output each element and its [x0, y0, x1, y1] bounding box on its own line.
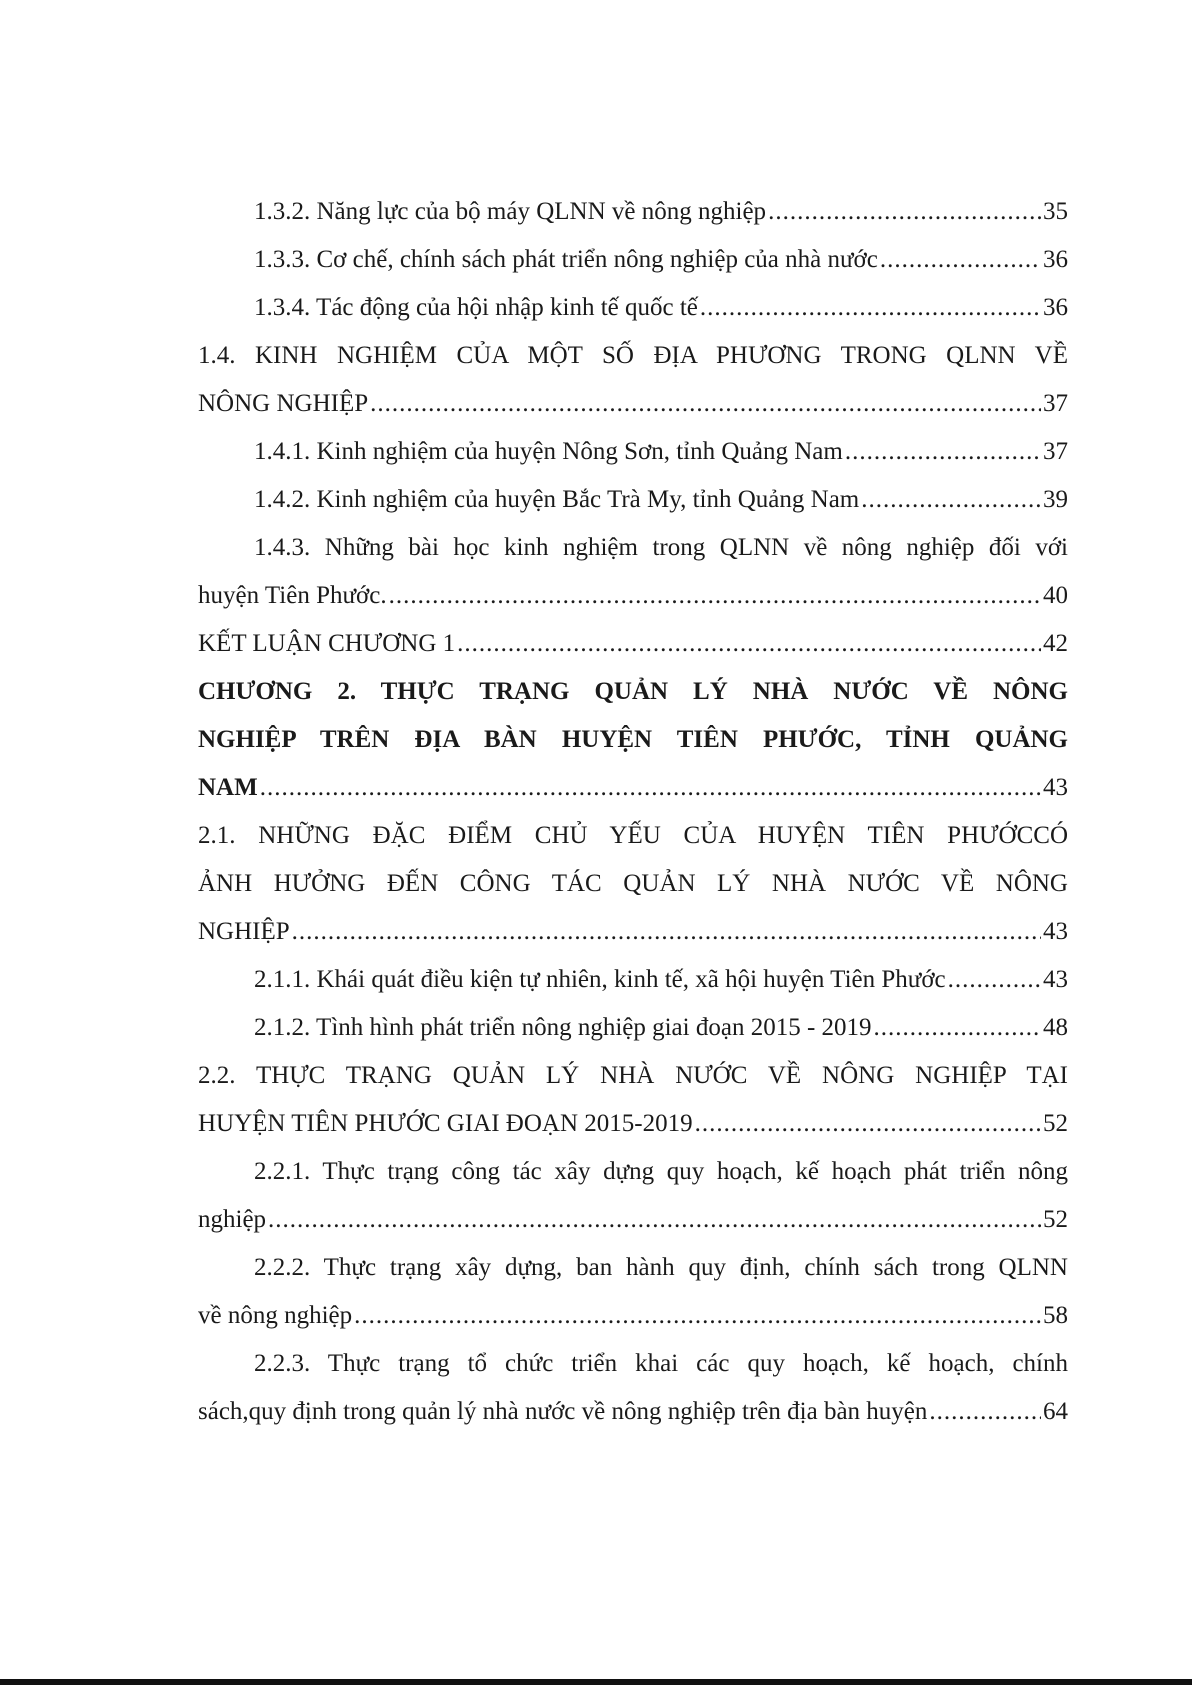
toc-entry-2-1[interactable]	[198, 812, 1068, 956]
toc-entry-title: KẾT LUẬN CHƯƠNG 1	[198, 630, 456, 657]
toc-entry-title-line-2: về nông nghiệp	[198, 1302, 353, 1329]
toc-line	[254, 284, 1068, 332]
toc-entry-title-line-2: NÔNG NGHIỆP	[198, 390, 369, 417]
toc-entry-title-line-2: NGHIỆP TRÊN ĐỊA BÀN HUYỆN TIÊN PHƯỚC, TỈNH QUẢNG	[198, 726, 1068, 753]
toc-entry-chuong-2[interactable]	[198, 668, 1068, 812]
toc-entry-title-line-2: huyện Tiên Phước.	[198, 582, 387, 609]
toc-line	[198, 1388, 1068, 1436]
toc-entry-title: 1.3.2. Năng lực của bộ máy QLNN về nông nghiệp	[254, 198, 767, 225]
toc-entry-1-4-1[interactable]	[198, 428, 1068, 476]
toc-page-number: 37	[1043, 390, 1068, 417]
dot-leader	[292, 908, 1041, 956]
page-bottom-edge	[0, 1679, 1192, 1685]
toc-entry-2-2[interactable]	[198, 1052, 1068, 1148]
dot-leader	[260, 764, 1041, 812]
toc-line	[198, 380, 1068, 428]
toc-entry-title: 1.4.2. Kinh nghiệm của huyện Bắc Trà My, tỉnh Quảng Nam	[254, 486, 860, 513]
toc-entry-title-line-1: 2.2.1. Thực trạng công tác xây dựng quy hoạch, kế hoạch phát triển nông	[254, 1158, 1068, 1185]
toc-line	[198, 1100, 1068, 1148]
toc-entry-title-line-2: HUYỆN TIÊN PHƯỚC GIAI ĐOẠN 2015-2019	[198, 1110, 693, 1137]
dot-leader	[700, 284, 1041, 332]
toc-page-number: 43	[1043, 774, 1068, 801]
toc-entry-ket-luan-chuong-1[interactable]	[198, 620, 1068, 668]
dot-leader	[268, 1196, 1041, 1244]
toc-page-number: 43	[1043, 966, 1068, 993]
toc-entry-title: 2.1.2. Tình hình phát triển nông nghiệp giai đoạn 2015 - 2019	[254, 1014, 872, 1041]
toc-page-number: 43	[1043, 918, 1068, 945]
toc-entry-2-2-2[interactable]	[198, 1244, 1068, 1340]
table-of-contents	[198, 188, 1068, 1436]
toc-entry-2-2-1[interactable]	[198, 1148, 1068, 1244]
toc-entry-title-line-2: nghiệp	[198, 1206, 267, 1233]
toc-line	[254, 956, 1068, 1004]
toc-entry-title: 1.4.1. Kinh nghiệm của huyện Nông Sơn, tỉnh Quảng Nam	[254, 438, 843, 465]
toc-line	[254, 1004, 1068, 1052]
toc-line	[254, 428, 1068, 476]
toc-page-number: 64	[1043, 1398, 1068, 1425]
toc-page-number: 52	[1043, 1110, 1068, 1137]
toc-page-number: 37	[1043, 438, 1068, 465]
toc-entry-title: 1.3.4. Tác động của hội nhập kinh tế quốc tế	[254, 294, 698, 321]
toc-entry-1-4[interactable]	[198, 332, 1068, 428]
toc-entry-2-1-1[interactable]	[198, 956, 1068, 1004]
toc-page-number: 35	[1043, 198, 1068, 225]
dot-leader	[845, 428, 1041, 476]
dot-leader	[948, 956, 1041, 1004]
toc-entry-title-line-2: sách,quy định trong quản lý nhà nước về nông nghiệp trên địa bàn huyện	[198, 1398, 928, 1425]
dot-leader	[929, 1388, 1041, 1436]
toc-entry-title-line-1: 2.1. NHỮNG ĐẶC ĐIỂM CHỦ YẾU CỦA HUYỆN TIÊN PHƯỚCCÓ	[198, 822, 1068, 849]
dot-leader	[874, 1004, 1041, 1052]
dot-leader	[457, 620, 1041, 668]
toc-entry-title-line-1: 2.2. THỰC TRẠNG QUẢN LÝ NHÀ NƯỚC VỀ NÔNG NGHIỆP TẠI	[198, 1062, 1068, 1089]
toc-page-number: 39	[1043, 486, 1068, 513]
toc-entry-2-2-3[interactable]	[198, 1340, 1068, 1436]
toc-entry-title-line-1: 1.4.3. Những bài học kinh nghiệm trong QLNN về nông nghiệp đối với	[254, 534, 1068, 561]
toc-entry-1-4-2[interactable]	[198, 476, 1068, 524]
dot-leader	[695, 1100, 1041, 1148]
dot-leader	[370, 380, 1041, 428]
toc-line	[254, 236, 1068, 284]
dot-leader	[861, 476, 1041, 524]
toc-entry-title-line-1: 1.4. KINH NGHIỆM CỦA MỘT SỐ ĐỊA PHƯƠNG TRONG QLNN VỀ	[198, 342, 1068, 369]
toc-line	[198, 620, 1068, 668]
toc-page-number: 48	[1043, 1014, 1068, 1041]
dot-leader	[880, 236, 1041, 284]
toc-page-number: 40	[1043, 582, 1068, 609]
toc-page-number: 36	[1043, 246, 1068, 273]
toc-line	[198, 908, 1068, 956]
toc-page-number: 36	[1043, 294, 1068, 321]
toc-entry-1-3-3[interactable]	[198, 236, 1068, 284]
toc-entry-1-4-3[interactable]	[198, 524, 1068, 620]
toc-entry-title: 2.1.1. Khái quát điều kiện tự nhiên, kinh tế, xã hội huyện Tiên Phước	[254, 966, 946, 993]
dot-leader	[389, 572, 1041, 620]
dot-leader	[354, 1292, 1041, 1340]
toc-entry-title-line-1: 2.2.3. Thực trạng tổ chức triển khai các quy hoạch, kế hoạch, chính	[254, 1350, 1068, 1377]
toc-line	[198, 1292, 1068, 1340]
toc-entry-title-line-2: ẢNH HƯỞNG ĐẾN CÔNG TÁC QUẢN LÝ NHÀ NƯỚC VỀ NÔNG	[198, 870, 1068, 897]
toc-entry-title-line-1: 2.2.2. Thực trạng xây dựng, ban hành quy định, chính sách trong QLNN	[254, 1254, 1068, 1281]
toc-entry-1-3-4[interactable]	[198, 284, 1068, 332]
toc-entry-title-line-1: CHƯƠNG 2. THỰC TRẠNG QUẢN LÝ NHÀ NƯỚC VỀ NÔNG	[198, 678, 1068, 705]
toc-page-number: 58	[1043, 1302, 1068, 1329]
toc-line	[198, 572, 1068, 620]
toc-entry-title: 1.3.3. Cơ chế, chính sách phát triển nông nghiệp của nhà nước	[254, 246, 878, 273]
toc-line	[198, 764, 1068, 812]
toc-entry-1-3-2[interactable]	[198, 188, 1068, 236]
toc-entry-title-line-3: NAM	[198, 774, 258, 801]
toc-line	[254, 476, 1068, 524]
toc-entry-title-line-3: NGHIỆP	[198, 918, 290, 945]
toc-entry-2-1-2[interactable]	[198, 1004, 1068, 1052]
dot-leader	[768, 188, 1041, 236]
toc-line	[198, 1196, 1068, 1244]
toc-page-number: 52	[1043, 1206, 1068, 1233]
toc-line	[254, 188, 1068, 236]
toc-page-number: 42	[1043, 630, 1068, 657]
